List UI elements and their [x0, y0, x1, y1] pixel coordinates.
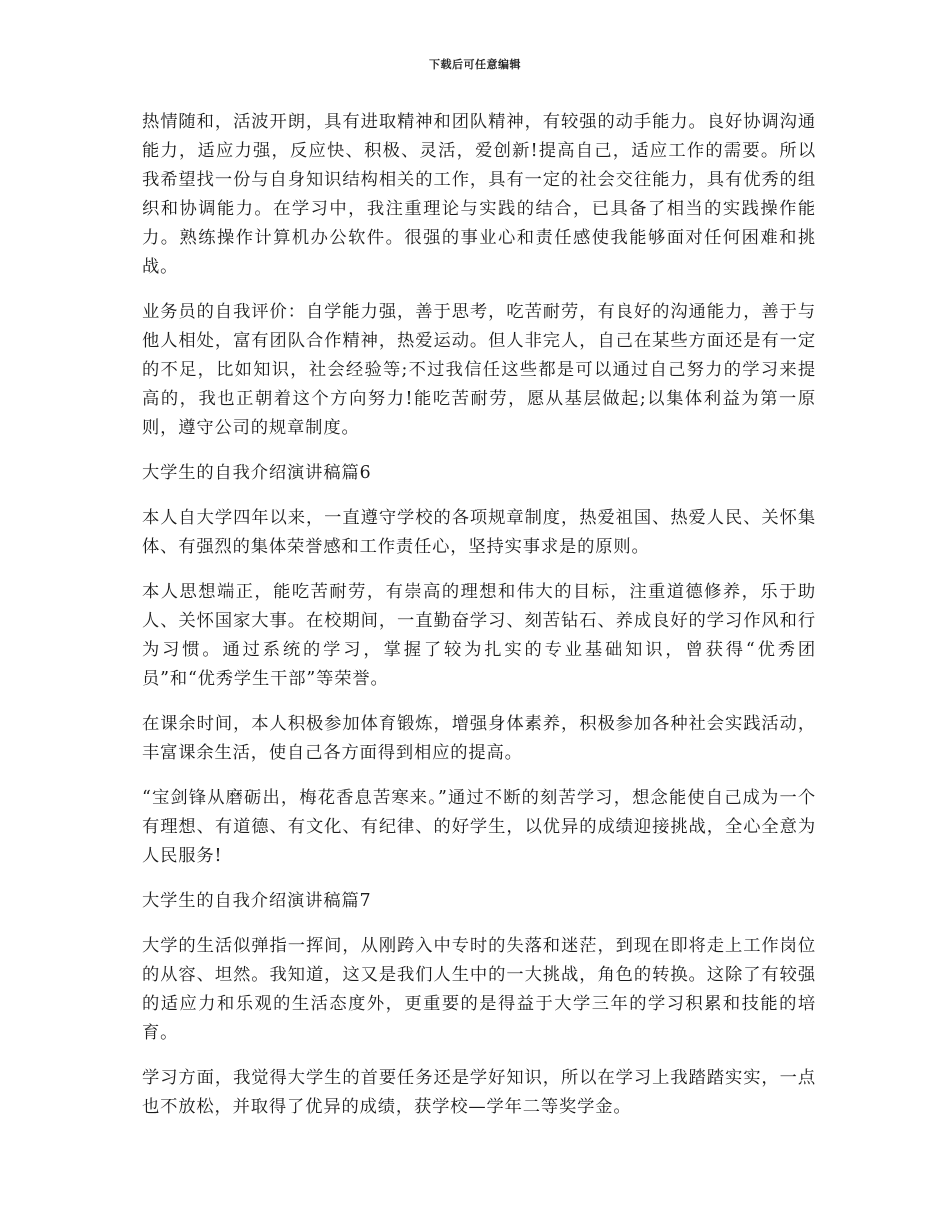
paragraph-quote: “宝剑锋从磨砺出，梅花香息苦寒来。”通过不断的刻苦学习，想念能使自己成为一个有理想、有道德、有文化、有纪律、的好学生，以优异的成绩迎接挑战，全心全意为人民服务! — [142, 788, 816, 866]
section-heading-6: 大学生的自我介绍演讲稿篇6 — [142, 463, 372, 483]
page-header: 下载后可任意编辑 — [429, 58, 521, 71]
paragraph-university-life: 大学的生活似弹指一挥间，从刚跨入中专时的失落和迷茫，到现在即将走上工作岗位的从容、坦然。我知道，这又是我们人生中的一大挑战，角色的转换。这除了有较强的适应力和乐观的生活态度外，更重要的是得益于大学三年的学习积累和技能的培育。 — [142, 936, 816, 1043]
paragraph-extracurricular: 在课余时间，本人积极参加体育锻炼，增强身体素养，积极参加各种社会实践活动，丰富课余生活，使自己各方面得到相应的提高。 — [142, 714, 816, 763]
paragraph-university-rules: 本人自大学四年以来，一直遵守学校的各项规章制度，热爱祖国、热爱人民、关怀集体、有强烈的集体荣誉感和工作责任心，坚持实事求是的原则。 — [142, 508, 816, 557]
paragraph-self-description: 热情随和，活波开朗，具有进取精神和团队精神，有较强的动手能力。良好协调沟通能力，适应力强，反应快、积极、灵活，爱创新!提高自己，适应工作的需要。所以我希望找一份与自身知识结构相关的工作，具有一定的社会交往能力，具有优秀的组织和协调能力。在学习中，我注重理论与实践的结合，已具备了相当的实践操作能力。熟练操作计算机办公软件。很强的事业心和责任感使我能够面对任何困难和挑战。 — [142, 112, 816, 277]
paragraph-ideology: 本人思想端正，能吃苦耐劳，有崇高的理想和伟大的目标，注重道德修养，乐于助人、关怀国家大事。在校期间，一直勤奋学习、刻苦钻石、养成良好的学习作风和行为习惯。通过系统的学习，掌握了较为扎实的专业基础知识，曾获得“优秀团员”和“优秀学生干部”等荣誉。 — [142, 582, 816, 689]
paragraph-salesperson-evaluation: 业务员的自我评价：自学能力强，善于思考，吃苦耐劳，有良好的沟通能力，善于与他人相处，富有团队合作精神，热爱运动。但人非完人，自己在某些方面还是有一定的不足，比如知识，社会经验等;不过我信任这些都是可以通过自己努力的学习来提高的，我也正朝着这个方向努力!能吃苦耐劳，愿从基层做起;以集体利益为第一原则，遵守公司的规章制度。 — [142, 302, 816, 438]
section-heading-7: 大学生的自我介绍演讲稿篇7 — [142, 891, 372, 911]
paragraph-study: 学习方面，我觉得大学生的首要任务还是学好知识，所以在学习上我踏踏实实，一点也不放松，并取得了优异的成绩，获学校—学年二等奖学金。 — [142, 1068, 816, 1117]
document-body — [142, 108, 816, 1138]
